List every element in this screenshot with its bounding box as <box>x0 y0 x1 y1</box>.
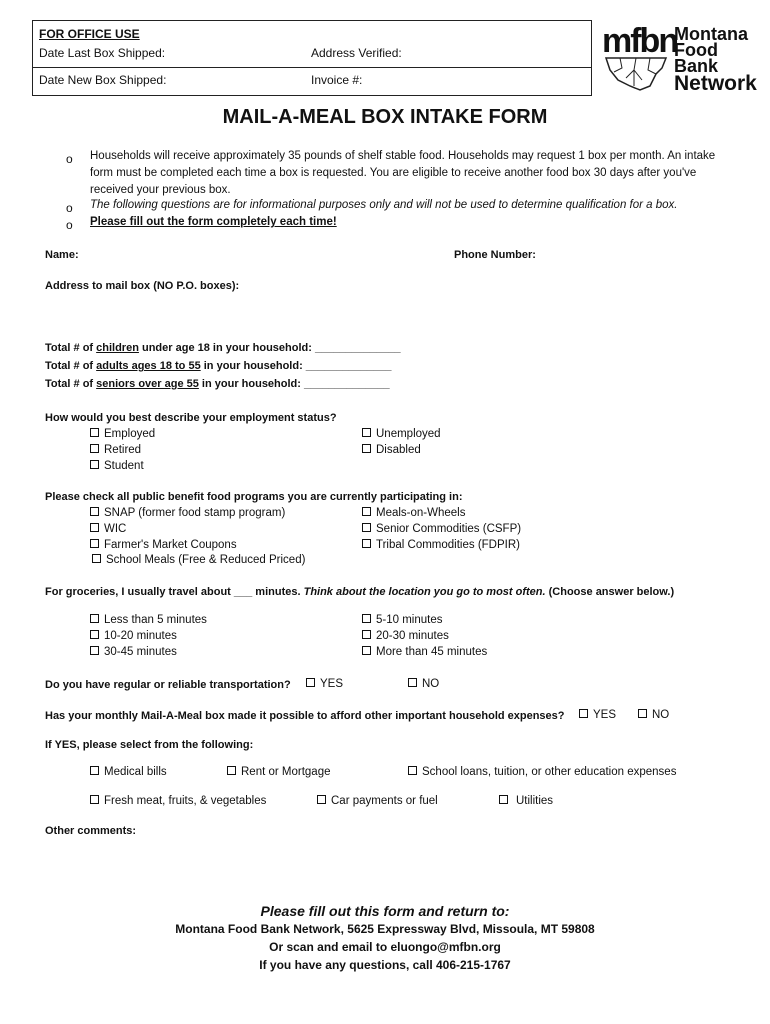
checkbox[interactable] <box>408 678 417 687</box>
checkbox[interactable] <box>227 766 236 775</box>
checkbox[interactable] <box>362 646 371 655</box>
office-use-box <box>32 20 592 96</box>
checkbox[interactable] <box>317 795 326 804</box>
option-farmers-market[interactable]: Farmer's Market Coupons <box>90 539 237 551</box>
checkbox[interactable] <box>90 646 99 655</box>
checkbox[interactable] <box>90 766 99 775</box>
logo-mark: mfbn <box>602 22 678 60</box>
total-adults-line: Total # of adults ages 18 to 55 in your household: ______________ <box>45 360 392 372</box>
name-label: Name: <box>45 249 79 261</box>
option-20-30[interactable]: 20-30 minutes <box>362 630 449 642</box>
roots-icon <box>600 56 672 92</box>
checkbox[interactable] <box>362 614 371 623</box>
benefits-question: Please check all public benefit food programs you are currently participating in: <box>45 491 463 503</box>
option-senior-commodities[interactable]: Senior Commodities (CSFP) <box>362 523 521 535</box>
employment-question: How would you best describe your employment status? <box>45 412 337 424</box>
afford-question: Has your monthly Mail-A-Meal box made it possible to afford other important household expenses? <box>45 710 565 722</box>
date-last-shipped-label: Date Last Box Shipped: <box>39 46 166 60</box>
total-children-line: Total # of children under age 18 in your household: ______________ <box>45 342 401 354</box>
option-meals-on-wheels[interactable]: Meals-on-Wheels <box>362 507 465 519</box>
logo-text: Montana Food Bank Network <box>674 24 757 95</box>
office-use-header: FOR OFFICE USE <box>39 27 140 41</box>
mfbn-logo <box>598 20 758 95</box>
option-tribal-commodities[interactable]: Tribal Commodities (FDPIR) <box>362 539 520 551</box>
option-employed[interactable]: Employed <box>90 428 155 440</box>
option-5-10[interactable]: 5-10 minutes <box>362 614 442 626</box>
checkbox[interactable] <box>362 539 371 548</box>
checkbox[interactable] <box>362 428 371 437</box>
bullet-fill-completely-text: Please fill out the form completely each time! <box>90 216 337 228</box>
bullet-info-text: The following questions are for informational purposes only and will not be used to determine qualification for a box. <box>90 199 678 211</box>
footer-email: Or scan and email to eluongo@mfbn.org <box>269 940 501 954</box>
option-less-than-5[interactable]: Less than 5 minutes <box>90 614 207 626</box>
checkbox[interactable] <box>362 630 371 639</box>
form-title: MAIL-A-MEAL BOX INTAKE FORM <box>222 106 548 128</box>
checkbox[interactable] <box>90 460 99 469</box>
option-unemployed[interactable]: Unemployed <box>362 428 441 440</box>
address-label: Address to mail box (NO P.O. boxes): <box>45 280 240 292</box>
option-retired[interactable]: Retired <box>90 444 141 456</box>
checkbox[interactable] <box>638 709 647 718</box>
option-rent-mortgage[interactable]: Rent or Mortgage <box>227 766 331 778</box>
option-10-20[interactable]: 10-20 minutes <box>90 630 177 642</box>
bullet-intro-text: Households will receive approximately 35 pounds of shelf stable food. Households may request 1 box per month. An intake form must be completed each time a box is requested. You are eligible to receive another food box 30 days after you've received your previous box. <box>90 150 716 196</box>
travel-question: For groceries, I usually travel about ___ minutes. Think about the location you go to most often. (Choose answer below.) <box>45 586 675 598</box>
invoice-label: Invoice #: <box>311 73 363 87</box>
checkbox[interactable] <box>90 507 99 516</box>
option-car-payments[interactable]: Car payments or fuel <box>317 795 438 807</box>
checkbox[interactable] <box>362 523 371 532</box>
checkbox[interactable] <box>90 795 99 804</box>
comments-label: Other comments: <box>45 825 137 837</box>
checkbox[interactable] <box>90 614 99 623</box>
option-school-meals[interactable]: School Meals (Free & Reduced Priced) <box>92 554 305 566</box>
option-more-than-45[interactable]: More than 45 minutes <box>362 646 487 658</box>
address-verified-label: Address Verified: <box>311 46 402 60</box>
option-fresh-food[interactable]: Fresh meat, fruits, & vegetables <box>90 795 266 807</box>
option-30-45[interactable]: 30-45 minutes <box>90 646 177 658</box>
option-afford-yes[interactable]: YES <box>579 709 616 721</box>
option-wic[interactable]: WIC <box>90 523 126 535</box>
office-divider <box>33 67 591 68</box>
checkbox[interactable] <box>579 709 588 718</box>
footer-address: Montana Food Bank Network, 5625 Expressway Blvd, Missoula, MT 59808 <box>175 922 595 936</box>
ifyes-question: If YES, please select from the following: <box>45 739 254 751</box>
transport-question: Do you have regular or reliable transportation? <box>45 679 291 691</box>
option-disabled[interactable]: Disabled <box>362 444 421 456</box>
checkbox[interactable] <box>90 630 99 639</box>
checkbox[interactable] <box>92 554 101 563</box>
checkbox[interactable] <box>90 428 99 437</box>
option-snap[interactable]: SNAP (former food stamp program) <box>90 507 285 519</box>
option-utilities[interactable]: Utilities <box>499 795 553 807</box>
total-seniors-line: Total # of seniors over age 55 in your household: ______________ <box>45 378 390 390</box>
option-medical-bills[interactable]: Medical bills <box>90 766 167 778</box>
checkbox[interactable] <box>362 444 371 453</box>
option-student[interactable]: Student <box>90 460 144 472</box>
footer-return-heading: Please fill out this form and return to: <box>260 903 510 919</box>
option-afford-no[interactable]: NO <box>638 709 669 721</box>
option-transport-yes[interactable]: YES <box>306 678 343 690</box>
checkbox[interactable] <box>362 507 371 516</box>
bullet-marker: o <box>66 152 73 166</box>
option-transport-no[interactable]: NO <box>408 678 439 690</box>
checkbox[interactable] <box>499 795 508 804</box>
footer-phone: If you have any questions, call 406-215-1767 <box>259 958 511 972</box>
checkbox[interactable] <box>90 444 99 453</box>
option-school-loans[interactable]: School loans, tuition, or other education expenses <box>408 766 676 778</box>
date-new-shipped-label: Date New Box Shipped: <box>39 73 167 87</box>
checkbox[interactable] <box>306 678 315 687</box>
checkbox[interactable] <box>90 523 99 532</box>
bullet-marker: o <box>66 201 73 215</box>
checkbox[interactable] <box>408 766 417 775</box>
phone-label: Phone Number: <box>454 249 536 261</box>
bullet-marker: o <box>66 218 73 232</box>
checkbox[interactable] <box>90 539 99 548</box>
